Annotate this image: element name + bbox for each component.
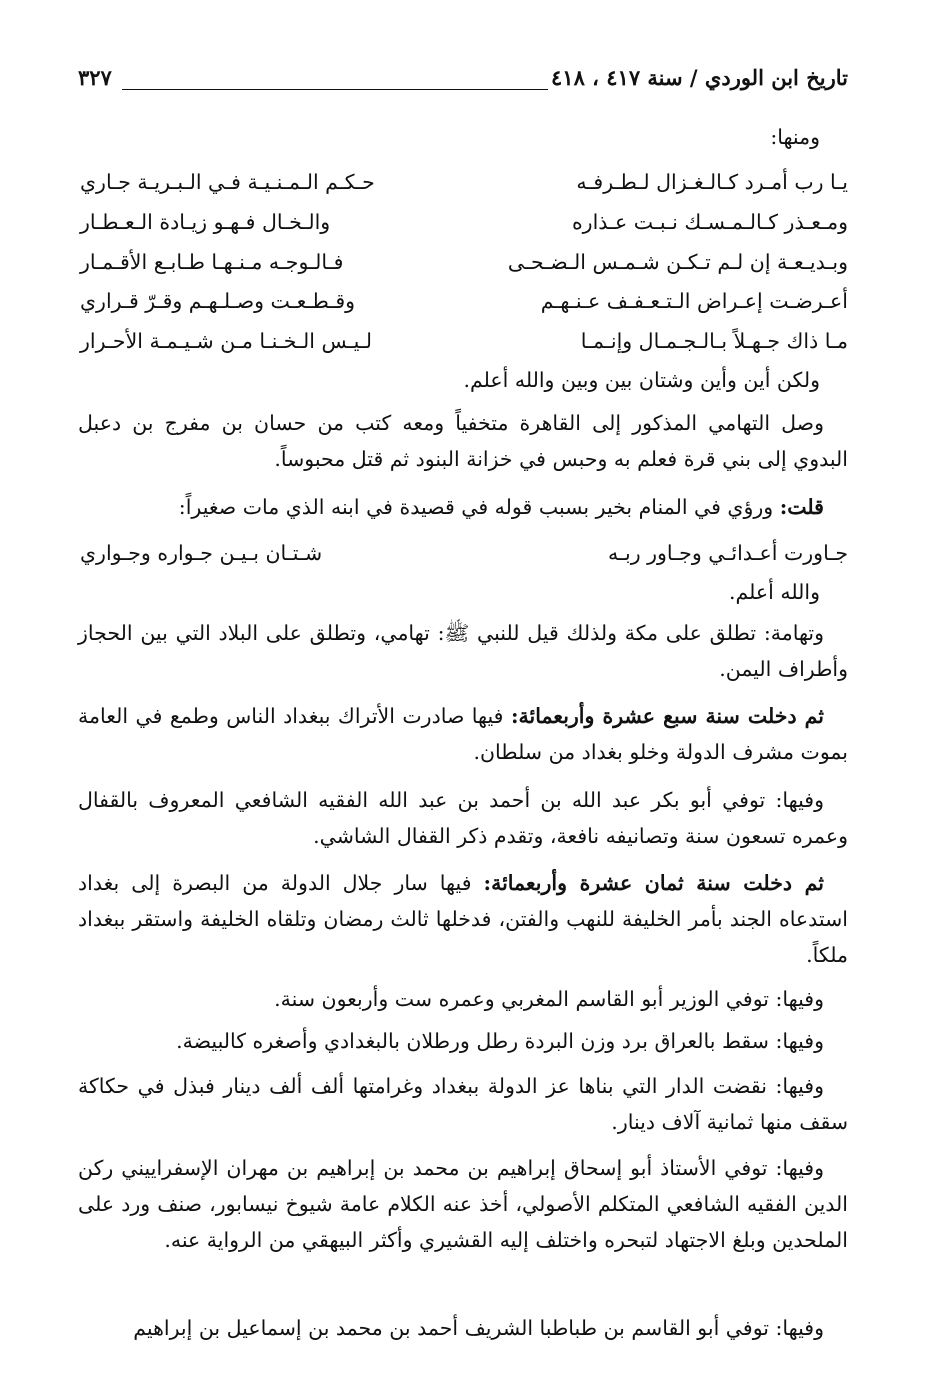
after-poem2-line: والله أعلم. xyxy=(728,580,820,604)
poem1-line-3-right: وبـديـعـة إن لـم تـكـن شـمـس الـضـحـى xyxy=(507,250,848,274)
qultu-label: قلت: xyxy=(779,495,824,519)
after-poem1-line: ولكن أين وأين وشتان بين وبين والله أعلم. xyxy=(463,368,820,392)
poem2-left: شـتـان بـيـن جـواره وجـواري xyxy=(80,541,323,565)
poem1-line-1-left: حـكـم الـمـنـيـة فـي الـبـريـة جـاري xyxy=(80,170,375,194)
page-number: ٣٢٧ xyxy=(78,65,112,90)
paragraph-dar: وفيها: نقضت الدار التي بناها عز الدولة ببغداد وغرامتها ألف ألف دينار فبذل في حكاكة سقف منها ثمانية آلاف دينار. xyxy=(78,1074,848,1134)
header-title: تاريخ ابن الوردي / سنة ٤١٧ ، ٤١٨ xyxy=(551,65,848,90)
poem1-line-4-left: وقـطـعـت وصـلـهـم وقـرّ قـراري xyxy=(80,289,356,313)
paragraph-qaffal: وفيها: توفي أبو بكر عبد الله بن أحمد بن عبد الله الفقيه الشافعي المعروف بالقفال وعمره تسعون سنة وتصانيفه نافعة، وتقدم ذكر القفال الشاشي. xyxy=(78,788,848,848)
poem1-line-5-left: لـيـس الـخـنـا مـن شـيـمـة الأحـرار xyxy=(80,329,373,353)
intro-line: ومنها: xyxy=(770,125,820,149)
paragraph-wasal: وصل التهامي المذكور إلى القاهرة متخفياً ومعه كتب من حسان بن مفرج بن دعبل البدوي إلى بني قرة فعلم به وحبس في خزانة البنود ثم قتل محبوساً. xyxy=(78,411,848,471)
paragraph-qultu: قلت: ورؤي في المنام بخير بسبب قوله في قصيدة في ابنه الذي مات صغيراً: xyxy=(178,495,824,519)
poem1-line-2-right: ومـعـذر كـالـمـسـك نـبـت عـذاره xyxy=(571,210,848,234)
poem1-line-5-right: مـا ذاك جـهـلاً بـالـجـمـال وإنـمـا xyxy=(580,329,848,353)
paragraph-year-417: ثم دخلت سنة سبع عشرة وأربعمائة: فيها صادرت الأتراك ببغداد الناس وطمع في العامة بموت مشرف الدولة وخلو بغداد من سلطان. xyxy=(78,704,848,764)
poem1-line-1-right: يـا رب أمـرد كـالـغـزال لـطـرفـه xyxy=(576,170,848,194)
poem1-line-4-right: أعـرضـت إعـراض الـتـعـفـف عـنـهـم xyxy=(540,289,848,313)
poem1-line-3-left: فـالـوجـه مـنـهـا طـابـع الأقـمـار xyxy=(80,250,344,274)
header-rule xyxy=(122,89,548,90)
paragraph-isfaraini: وفيها: توفي الأستاذ أبو إسحاق إبراهيم بن محمد بن إبراهيم بن مهران الإسفراييني ركن الدين الفقيه الشافعي المتكلم الأصولي، أخذ عنه الكلام عامة شيوخ نيسابور، صنف ورد على الملحدين وبلغ الاجتهاد لتبحره واختلف إليه القشيري وأكثر البيهقي من الرواية عنه. xyxy=(78,1156,848,1252)
poem1-line-2-left: والـخـال فـهـو زيـادة الـعـطـار xyxy=(80,210,331,234)
paragraph-year-418: ثم دخلت سنة ثمان عشرة وأربعمائة: فيها سار جلال الدولة من البصرة إلى بغداد استدعاه الجند بأمر الخليفة للنهب والفتن، فدخلها ثالث رمضان وتلقاه الخليفة واستقر ببغداد ملكاً. xyxy=(78,871,848,967)
paragraph-tihama: وتهامة: تطلق على مكة ولذلك قيل للنبي ﷺ: تهامي، وتطلق على البلاد التي بين الحجاز وأطراف اليمن. xyxy=(78,621,848,681)
running-header xyxy=(78,58,848,98)
poem2-right: جـاورت أعـدائـي وجـاور ربـه xyxy=(608,541,848,565)
year-418-heading: ثم دخلت سنة ثمان عشرة وأربعمائة: xyxy=(483,871,824,895)
paragraph-barad: وفيها: سقط بالعراق برد وزن البردة رطل ورطلان بالبغدادي وأصغره كالبيضة. xyxy=(176,1029,824,1053)
paragraph-wazir: وفيها: توفي الوزير أبو القاسم المغربي وعمره ست وأربعون سنة. xyxy=(274,987,824,1011)
paragraph-tabataba: وفيها: توفي أبو القاسم بن طباطبا الشريف أحمد بن محمد بن إسماعيل بن إبراهيم xyxy=(133,1316,824,1340)
year-417-heading: ثم دخلت سنة سبع عشرة وأربعمائة: xyxy=(510,704,825,728)
